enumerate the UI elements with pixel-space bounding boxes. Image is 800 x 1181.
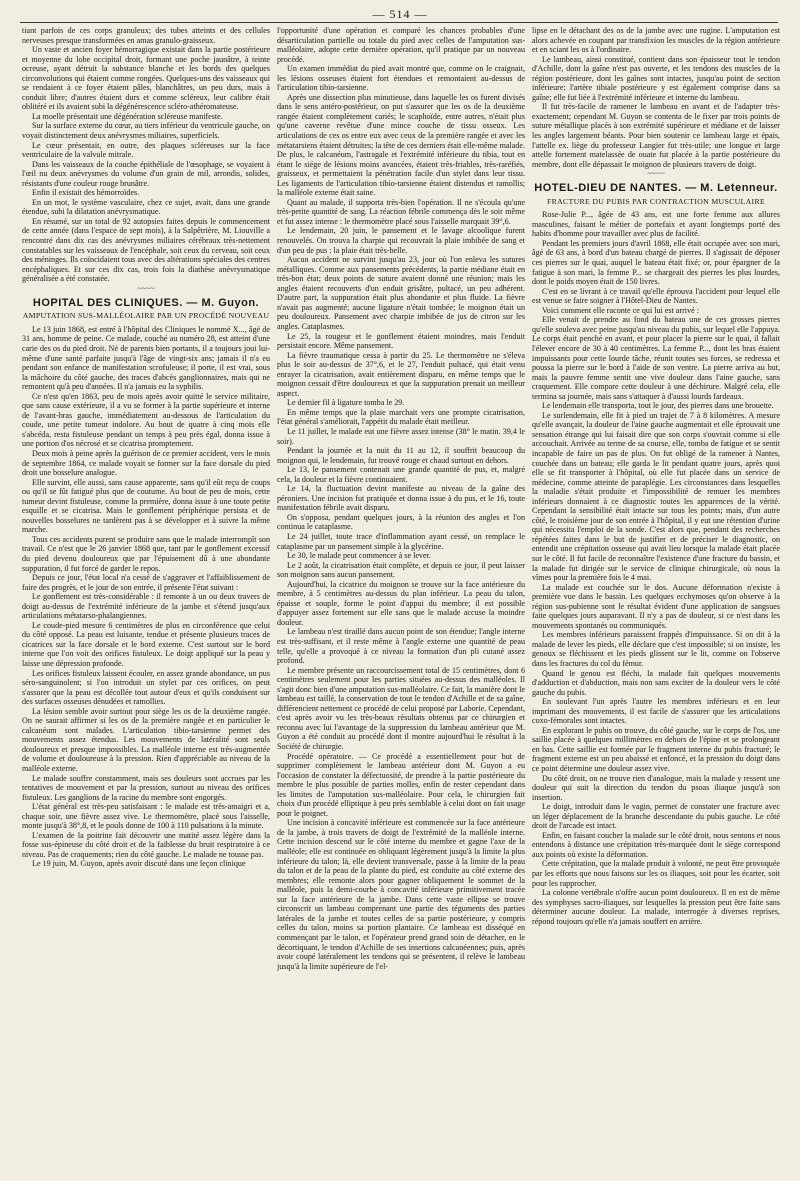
paragraph: Ce n'est qu'en 1863, peu de mois après avoir quitté le service militaire, que sans cause extérieure, il a vu se former à la partie supérieure et interne de l'avant-bras gauche, immédiatement au-dessous de l'articulation du coude, une petite tumeur indolore. Au bout de quatre à cinq mois elle s'abcéda, resta fistuleuse pendant un temps à peu près égal, donna issue à une portion d'os nécrosé et se cicatrisa promptement. <box>22 391 270 449</box>
paragraph: Le doigt, introduit dans le vagin, permet de constater une fracture avec un léger déplacement de la branche descendante du pubis gauche. Le côté droit de l'arcade est intact. <box>532 802 780 831</box>
paragraph: Le 14, la fluctuation devint manifeste au niveau de la gaîne des péroniers. Une incision fut pratiquée et donna issue à du pus, et le 16, toute manifestation fébrile avait disparu. <box>277 484 525 513</box>
paragraph: Deux mois à peine après la guérison de ce premier accident, vers le mois de septembre 1864, ce malade voyait se former sur la face dorsale du pied droit une bosselure analogue. <box>22 448 270 478</box>
paragraph: Sur la surface externe du cœur, au tiers inférieur du ventricule gauche, on voyait distinctement deux anévrysmes miliaires, superficiels. <box>22 121 270 141</box>
section-subtitle-amputation: AMPUTATION SUS-MALLÉOLAIRE PAR UN PROCÉDÉ NOUVEAU <box>22 311 270 321</box>
paragraph: Le lambeau n'est tiraillé dans aucun point de son étendue; l'angle interne est très-suffisant, et il reste même à l'angle externe une quantité de peau telle, qu'elle a provoqué à ce niveau la formation d'un pli cutané assez profond. <box>277 627 525 666</box>
paragraph: Procédé opératoire. — Ce procédé a essentiellement pour but de supprimer complètement le lambeau antérieur dont M. Guyon a eu l'occasion de constater la défectuosité, de prendre à la partie postérieure du membre le plus possible de parties molles, enfin de rester cependant dans les limites de l'amputation sus-malléolaire. Pour cela, le chirurgien fait choix d'un procédé elliptique à peu près semblable à celui dont on fait usage pour le poignet. <box>277 751 525 818</box>
section-title-nantes: HOTEL-DIEU DE NANTES. — M. Letenneur. <box>534 182 778 195</box>
paragraph: Une incision à concavité inférieure est commencée sur la face antérieure de la jambe, à trois travers de doigt de l'extrémité de la malléole interne. Cette incision descend sur le côté interne du membre et gagne l'axe de la malléole; elle est continuée en obliquant légèrement jusqu'à la limite la plus inférieure du talon; là, elle devient transversale, passe à la limite de la peau du talon et de la peau de la plante du pied, est conduite au côté externe des membres; elle remonte alors pour gagner obliquement le sommet de la malléole, puis la demi-courbe à concavité inférieure primitivement tracée sur la face antérieure de la jambe. Dans cette vaste ellipse se trouve circonscrit un lambeau comprenant une partie des téguments des parties latérales de la jambe et toutes celles de sa partie postérieure, y compris celles du talon, moins sa portion plantaire. Ce lambeau est disséqué en commençant par le talon, et l'opérateur prend grand soin de détacher, en le décortiquant, le tendon d'Achille de ses insertions calcanéennes; puis, après avoir coupé latéralement les tendons qui se présentent, il relève le lambeau jusqu'à la limite supérieure de l'el- <box>277 818 525 971</box>
paragraph: Le 24 juillet, toute trace d'inflammation ayant cessé, on remplace le cataplasme par un pansement simple à la glycérine. <box>277 531 525 551</box>
paragraph: Quant au malade, il supporta très-bien l'opération. Il ne s'écoula qu'une très-petite quantité de sang. La réaction fébrile commença dès le soir même et fut assez intense : le thermomètre placé sous l'aisselle marquait 39°,6. <box>277 197 525 226</box>
column-1-article-start <box>22 325 270 869</box>
paragraph: La colonne vertébrale n'offre aucun point douloureux. Il en est de même des symphyses sacro-iliaques, sur lesquelles la pression peut être faite sans déterminer aucune douleur. La malade, interrogée à diverses reprises, répond toujours qu'elle n'a jamais souffert en arrière. <box>532 888 780 926</box>
paragraph: Cette crépitation, que la malade produit à volonté, ne peut être provoquée par les efforts que nous faisons sur les os iliaques, soit pour les écarter, soit pour les rapprocher. <box>532 859 780 888</box>
column-3 <box>532 26 780 1176</box>
paragraph: Le dernier fil à ligature tomba le 29. <box>287 398 405 408</box>
paragraph: On s'opposa, pendant quelques jours, à la réunion des angles et l'on continua le cataplasme. <box>277 512 525 532</box>
paragraph: Un vaste et ancien foyer hémorragique existait dans la partie postérieure et moyenne du lobe occipital droit, formant une poche jaunâtre, à teinte ocreuse, ayant détruit la substance blanche et les bords des quelques circonvolutions qui étaient comme rongées. Quelques-uns des vaisseaux qui se rendaient à ce foyer étaient pâles, blanchâtres, un peu durs, mais à conduit libre; d'autres étaient durs et comme scléreux, leur calibre était oblitéré et ils avaient subi la dégénérescence scléro-athéromateuse. <box>22 45 270 112</box>
column-2-article-body <box>277 26 525 971</box>
paragraph: En même temps que la plaie marchait vers une prompte cicatrisation, l'état général s'améliorait, l'appétit du malade était meilleur. <box>277 407 525 427</box>
paragraph: Tous ces accidents purent se produire sans que le malade interrompît son travail. Ce n'est que le 26 janvier 1868 que, tant par le gonflement excessif du pied devenu douloureux que par l'épuisement dû à une abondante suppuration, il fut forcé de garder le repos. <box>22 534 270 573</box>
column-1-article-end <box>22 26 270 284</box>
paragraph: Le 30, le malade peut commencer à se lever. <box>287 551 431 561</box>
paragraph: La fièvre traumatique cessa à partir du 25. Le thermomètre ne s'éleva plus le soir au-dessus de 37°,6, et le 27, l'enduit pultacé, qui était venu enrayer la cicatrisation, avait entièrement disparu, en même temps que le moignon cessait d'être douloureux et que la suppuration prenait un meilleur aspect. <box>277 350 525 398</box>
paragraph: Le surlendemain, elle fit à pied un trajet de 7 à 8 kilomètres. A mesure qu'elle avançait, la douleur de l'aine gauche augmentait et elle éprouvait une sensation étrange qui lui faisait dire que son corps s'ouvrait comme si elle accouchait. Arrivée au terme de sa course, elle, tomba de fatigue et se sentit incapable de faire un pas de plus. On fut obligé de la ramener à Nantes, couchée dans un bateau; elle garda le lit pendant quatre jours, après quoi elle se fit transporter à l'hôpital, où elle fut placée dans un service de médecine, comme atteinte de paraplégie. Les circonstances dans lesquelles la maladie s'était produite et l'impossibilité de remuer les membres inférieurs donnaient à ce diagnostic toutes les apparences de la vérité. Cependant la sensibilité était intacte sur tous les points; mais, d'un autre côté, le troisième jour de son entrée à l'hôpital, il y eut une rétention d'urine qui nécessita l'emploi de la sonde. C'est alors que, pendant des recherches répétées faites dans le but de justifier et de préciser le diagnostic, on entendit une crépitation osseuse qui avait lieu lorsque la malade était placée sur le côté. Il fut facile de reconnaître l'existence d'une fracture du bassin, et la malade fut dirigée sur le service de clinique chirurgicale, où nous la vîmes pour la première fois le 4 mai. <box>532 410 780 583</box>
paragraph: Les membres inférieurs paraissent frappés d'impuissance. Si on dit à la malade de lever les pieds, elle déclare que c'est impossible; si on insiste, les genoux se fléchissent et les pieds glissent sur le lit, comme on l'observe dans les fractures du col du fémur. <box>532 630 780 668</box>
paragraph: l'opportunité d'une opération et comparé les chances probables d'une désarticulation partielle ou totale du pied avec celles de l'amputation sus-malléolaire, adopte cette dernière opération, qu'il pratique par un nouveau procédé. <box>277 26 525 64</box>
paragraph: En résumé, sur un total de 92 autopsies faites depuis le commencement de cette année (dans l'espace de sept mois), à la Salpêtrière, M. Liouville a rencontré dans dix cas des anévrysmes miliaires cérébraux très-nettement constatables sur les vaisseaux de l'encéphale, soit ceux du cerveau, soit ceux des méninges. Ils coïncidaient tous avec des altérations spéciales des centres encéphaliques. Et sur ces dix cas, trois fois la diathèse anévrysmatique généralisée a été constatée. <box>22 216 270 284</box>
column-3-article-start <box>532 210 780 926</box>
paragraph: Le 13 juin 1868, est entré à l'hôpital des Cliniques le nommé X..., âgé de 31 ans, homme de peine. Ce malade, couché au numéro 28, est atteint d'une carie des os du pied droit. Né de parents bien portants, il a toujours joui lui-même d'une santé parfaite jusqu'à l'âge de vingt-six ans; jamais il n'a eu pendant son enfance de manifestation scrofuleuse; il porte, il est vrai, sous la mâchoire du côté gauche, des traces d'abcès ganglionnaires, mais qui ne remontent qu'à peu d'années. Il n'a jamais eu la syphilis. <box>22 324 270 392</box>
paragraph: Le 19 juin, M. Guyon, après avoir discuté dans une leçon clinique <box>32 859 246 869</box>
paragraph: Elle venait de prendre au fond du bateau une de ces grosses pierres qu'elle souleva avec peine jusqu'au niveau du pubis, sur lequel elle l'appuya. Le corps était penché en avant, et pour placer la pierre sur le quai, il fallait l'élever encore de 30 à 40 centimètres. La femme P..., dont les bras étaient impuissants pour cette lourde tâche, réunit toutes ses forces, se redressa et poussa la pierre sur le bord à l'aide de son ventre. La pierre arriva au but, mais la pauvre femme sentit une vive douleur dans l'aine gauche, sans craquement. Elle compare cette douleur à une déchirure. Malgré cela, elle termina sa journée, mais sans s'attaquer à d'aussi lourds fardeaux. <box>532 315 780 401</box>
paragraph: En un mot, le système vasculaire, chez ce sujet, avait, dans une grande étendue, subi la dilatation anévrysmatique. <box>22 197 270 217</box>
paragraph: Le lendemain elle transporta, tout le jour, des pierres dans une brouette. <box>542 401 774 411</box>
paragraph: C'est en se livrant à ce travail qu'elle éprouva l'accident pour lequel elle est venue se faire soigner à l'Hôtel-Dieu de Nantes. <box>532 286 780 306</box>
paragraph: En explorant le pubis on trouve, du côté gauche, sur le corps de l'os, une saillie placée à quelques millimètres en dehors de l'épine et se prolongeant en bas. Cette saillie est formée par le fragment interne du pubis fracturé; le fragment externe est un peu abaissé et enfoncé, et la pression du doigt dans ce point détermine une douleur assez vive. <box>532 725 780 774</box>
paragraph: Le 11 juillet, le malade eut une fièvre assez intense (38° le matin. 39,4 le soir). <box>277 426 525 446</box>
paragraph: tiant parfois de ces corps granuleux; des tubes atteints et des cellules nerveuses presque transformées en amas granulo-graisseux. <box>22 26 270 45</box>
section-title-cliniques: HOPITAL DES CLINIQUES. — M. Guyon. <box>32 296 260 309</box>
paragraph: Quand le genou est fléchi, la malade fait quelques mouvements d'adduction et d'abduction, mais non sans exciter de la douleur vers le côté gauche du pubis. <box>532 668 780 697</box>
paragraph: Le lambeau, ainsi constitué, contient dans son épaisseur tout le tendon d'Achille, dont la gaîne n'est pas ouverte, et les tendons des muscles de la région postérieure, dont les gaînes sont intactes, jusqu'au point de section inférieure; l'artère tibiale postérieure y est également comprise dans sa gaîne; elle fut liée à l'extrémité inférieure et interne du lambeau. <box>532 54 780 102</box>
paragraph: Depuis ce jour, l'état local n'a cessé de s'aggraver et l'affaiblissement de faire des progrès, et le jour de son entrée, il présente l'état suivant : <box>22 573 270 592</box>
paragraph: Les orifices fistuleux laissent écouler, en assez grande abondance, un pus séro-sanguinolent; si l'on introduit un stylet par ces orifices, on peut s'assurer que la peau est décollée tout autour d'eux et qu'ils conduisent sur des surfaces osseuses dénudées et ramollies. <box>22 668 270 707</box>
paragraph: Un examen immédiat du pied avait montré que, comme on le craignait, les lésions osseuses étaient fort étendues et remontaient au-dessus de l'articulation tibio-tarsienne. <box>277 64 525 93</box>
paragraph: L'état général est très-peu satisfaisant : le malade est très-amaigri et a, chaque soir, une fièvre assez vive. Le thermomètre, placé sous l'aisselle, monte jusqu'à 38°,8, et le pouls donne de 100 à 110 pulsations à la minute. <box>22 802 270 831</box>
paragraph: Rose-Julie P..., âgée de 43 ans, est une forte femme aux allures masculines, faisant le métier de portefaix et ayant longtemps porté des habits d'homme pour travailler avec plus de facilité. <box>532 210 780 239</box>
paragraph: Le coude-pied mesure 6 centimètres de plus en circonférence que celui du côté opposé. La peau est luisante, tendue et présente plusieurs traces de cicatrices sur la face dorsale et le bord externe. C'est surtout sur le bord interne que l'on voit des orifices fistuleux. Le doigt appliqué sur la peau y laisse une dépression profonde. <box>22 620 270 668</box>
paragraph: Pendant les premiers jours d'avril 1868, elle était occupée avec son mari, âgé de 63 ans, à bord d'un bateau chargé de pierres. Il s'agissait de déposer ces pierres sur le quai, auquel le bateau était fixé; or, pour épargner de la fatigue à son mari, la femme P... se chargeait des pierres les plus lourdes, dont le poids moyen était de 150 livres. <box>532 238 780 287</box>
paragraph: Le 25, la rougeur et le gonflement étaient moindres, mais l'enduit persistait encore. Même pansement. <box>277 331 525 351</box>
paragraph: Le cœur présentait, en outre, des plaques scléreuses sur la face ventriculaire de la valvule mitrale. <box>22 140 270 160</box>
paragraph: Il fut très-facile de ramener le lambeau en avant et de l'adapter très-exactement; cependant M. Guyon se contenta de le fixer par trois points de suture métallique placés à son extrémité supérieure et médiane et de laisser les angles largement béants. Pour bien soutenir ce lambeau large et épais, l'attelle ex. liège du professeur Langier fut très-utile; une longue et large attelle fortement matelassée de ouate fut placée à la partie postérieure du membre, dont elle dépassait le moignon de plusieurs travers de doigt. <box>532 102 780 169</box>
paragraph: lipse en le détachant des os de la jambe avec une rugine. L'amputation est alors achevée en coupant par transfixion les muscles de la région antérieure et en sciant les os à l'ordinaire. <box>532 26 780 55</box>
paragraph: La moelle présentait une dégénération scléreuse manifeste. <box>32 111 223 121</box>
paragraph: Après une dissection plus minutieuse, dans laquelle les os furent divisés dans le sens antéro-postérieur, on put s'assurer que les os de la deuxième rangée étaient complètement cariés; le scaphoïde, entre autres, n'était plus qu'une caverne revêtue d'une mince couche de tissu osseux. Les articulations de ces os entre eux avec ceux de la première rangée et avec les métatarsiens étaient détruites; la tête de ces derniers était elle-même malade. De plus, le calcanéum, l'astragale et l'extrémité inférieure du tibia, tout en étant le siége de lésions moins avancées, étaient très-friables, très-raréfiés, graisseux, et permettaient la pénétration facile d'un stylet dans leur tissu. Les ligaments de l'articulation tibio-tarsienne étaient distendus et ramollis; la malléole externe était saine. <box>277 92 525 198</box>
paragraph: Elle survint, elle aussi, sans cause apparente, sans qu'il eût reçu de coups ou qu'il se fût fatigué plus que de coutume. Au bout de peu de mois, cette tumeur devint fistuleuse, comme la première, donna issue à une toute petite esquille et se cicatrisa. Mais le gonflement périphérique persista et de nouvelles bosselures ne tardèrent pas à se développer et à suivre la même marche. <box>22 477 270 535</box>
article-separator: ~~~~ <box>137 283 155 293</box>
paragraph: La lésion semble avoir surtout pour siège les os de la deuxième rangée. On ne saurait affirmer si les os de la première rangée et en particulier le calcanéum sont malades. L'articulation tibio-tarsienne permet des mouvements assez étendus. Les mouvements de latéralité sont seuls douloureux et presque impossibles. La malléole interne est très-augmentée de volume et douloureuse à la pression. Rien d'appréciable au niveau de la malléole externe. <box>22 706 270 774</box>
paragraph: Le membre présente un raccourcissement total de 15 centimètres, dont 6 centimètres seulement pour les parties situées au-dessus des malléoles. Il s'agit donc bien d'une amputation sus-malléolaire. Ce fait, la manière dont le lambeau est taillé, la conservation de tout le tendon d'Achille et de sa gaîne, différencient nettement ce procédé de celui proposé par Laborie. Cependant, c'est après avoir vu les très-beaux résultats obtenus par ce chirurgien et reconnu avec lui l'avantage de la suppression du lambeau antérieur que M. Guyon a été conduit au procédé dont il montre aujourd'hui le résultat à la Société de chirurgie. <box>277 665 525 752</box>
paragraph: Le lendemain, 20 juin, le pansement et le lavage alcoolique furent renouvelés. On trouva la charpie qui recouvrait la plaie imbibée de sang et d'un peu de pus : la plaie était très-belle. <box>277 226 525 255</box>
column-3-article-end <box>532 26 780 169</box>
paragraph: En soulevant l'un après l'autre les membres inférieurs et en leur imprimant des mouvements, il est facile de s'assurer que les articulations coxo-fémorales sont intactes. <box>532 697 780 726</box>
paragraph: Aujourd'hui, la cicatrice du moignon se trouve sur la face antérieure du membre, à 5 centimètres au-dessus du plan inférieur. La peau du talon, épaisse et souple, forme le point d'appui du membre; il est possible d'appuyer assez fortement sur elle sans que le malade accuse la moindre douleur. <box>277 579 525 627</box>
paragraph: Le gonflement est très-considérable : il remonte à un ou deux travers de doigt au-dessus de l'extrémité inférieure de la jambe et s'étend jusqu'aux articulations métatarso-phalangiennes. <box>22 592 270 621</box>
paragraph: Le 2 août, la cicatrisation était complète, et depuis ce jour, il peut laisser son moignon sans aucun pansement. <box>277 560 525 580</box>
paragraph: Pendant la journée et la nuit du 11 au 12, il souffrit beaucoup du moignon qui, le lendemain, fut trouvé rouge et chaud surtout en dehors. <box>277 446 525 465</box>
paragraph: Enfin il existait des hémorroïdes. <box>32 188 140 198</box>
paragraph: La malade est couchée sur le dos. Aucune déformation n'existe à première vue dans le bassin. Les quelques ecchymoses qu'on observe à la région sus-pubienne sont le résultat évident d'une application de sangsues faite quelques jours auparavant. Il n'y a pas de douleur, si ce n'est dans les mouvements spontanés ou communiqués. <box>532 582 780 630</box>
paragraph: Le 13, le pansement contenait une grande quantité de pus, et, malgré cela, la douleur et la fièvre continuaient. <box>277 465 525 484</box>
page-number: — 514 — <box>372 7 428 21</box>
paragraph: Du côté droit, on ne trouve rien d'analogue, mais la malade y ressent une douleur qui suit la direction du tendon du psoas iliaque jusqu'à son insertion. <box>532 773 780 802</box>
paragraph: L'examen de la poitrine fait découvrir une matité assez légère dans la fosse sus-épineuse du côté droit et de la faiblesse du bruit respiratoire à ce niveau. Pas de craquements; rien du côté gauche. Le malade ne tousse pas. <box>22 830 270 859</box>
section-subtitle-fracture: FRACTURE DU PUBIS PAR CONTRACTION MUSCULAIRE <box>546 196 766 206</box>
paragraph: Le malade souffre constamment, mais ses douleurs sont accrues par les tentatives de mouvement et par la pression, surtout au niveau des orifices fistuleux. Les ganglions de la racine du membre sont engorgés. <box>22 773 270 802</box>
column-2 <box>277 26 525 1176</box>
paragraph: Aucun accident ne survint jusqu'au 23, jour où l'on enleva les sutures métalliques. Comme aux pansements précédents, la partie médiane était en très-bon état; deux points de suture avaient donné une réunion; mais les angles étaient recouverts d'un enduit grisâtre, pultacé, un peu adhérent. D'autre part, la suppuration était plus abondante et plus fluide. La fièvre n'avait pas augmenté; aucune ligature n'était tombée; le moignon était un peu douloureux. Pansement avec charpie imbibée de jus de citron sur les angles. Cataplasmes. <box>277 255 525 331</box>
paragraph: Voici comment elle raconte ce qui lui est arrivé : <box>542 305 699 315</box>
article-separator: ~~~~ <box>647 169 665 179</box>
column-1 <box>22 26 270 1176</box>
paragraph: Enfin, en faisant coucher la malade sur le côté droit, nous sentons et nous entendons à distance une crépitation très-marquée dont le siège correspond aux points où existe la déformation. <box>532 830 780 859</box>
header-rule <box>20 22 778 23</box>
paragraph: Dans les vaisseaux de la couche épithéliale de l'œsophage, se voyaient à l'œil nu deux anévrysmes du volume d'un grain de mil, arrondis, solides, résistants d'une couleur rouge brunâtre. <box>22 159 270 188</box>
